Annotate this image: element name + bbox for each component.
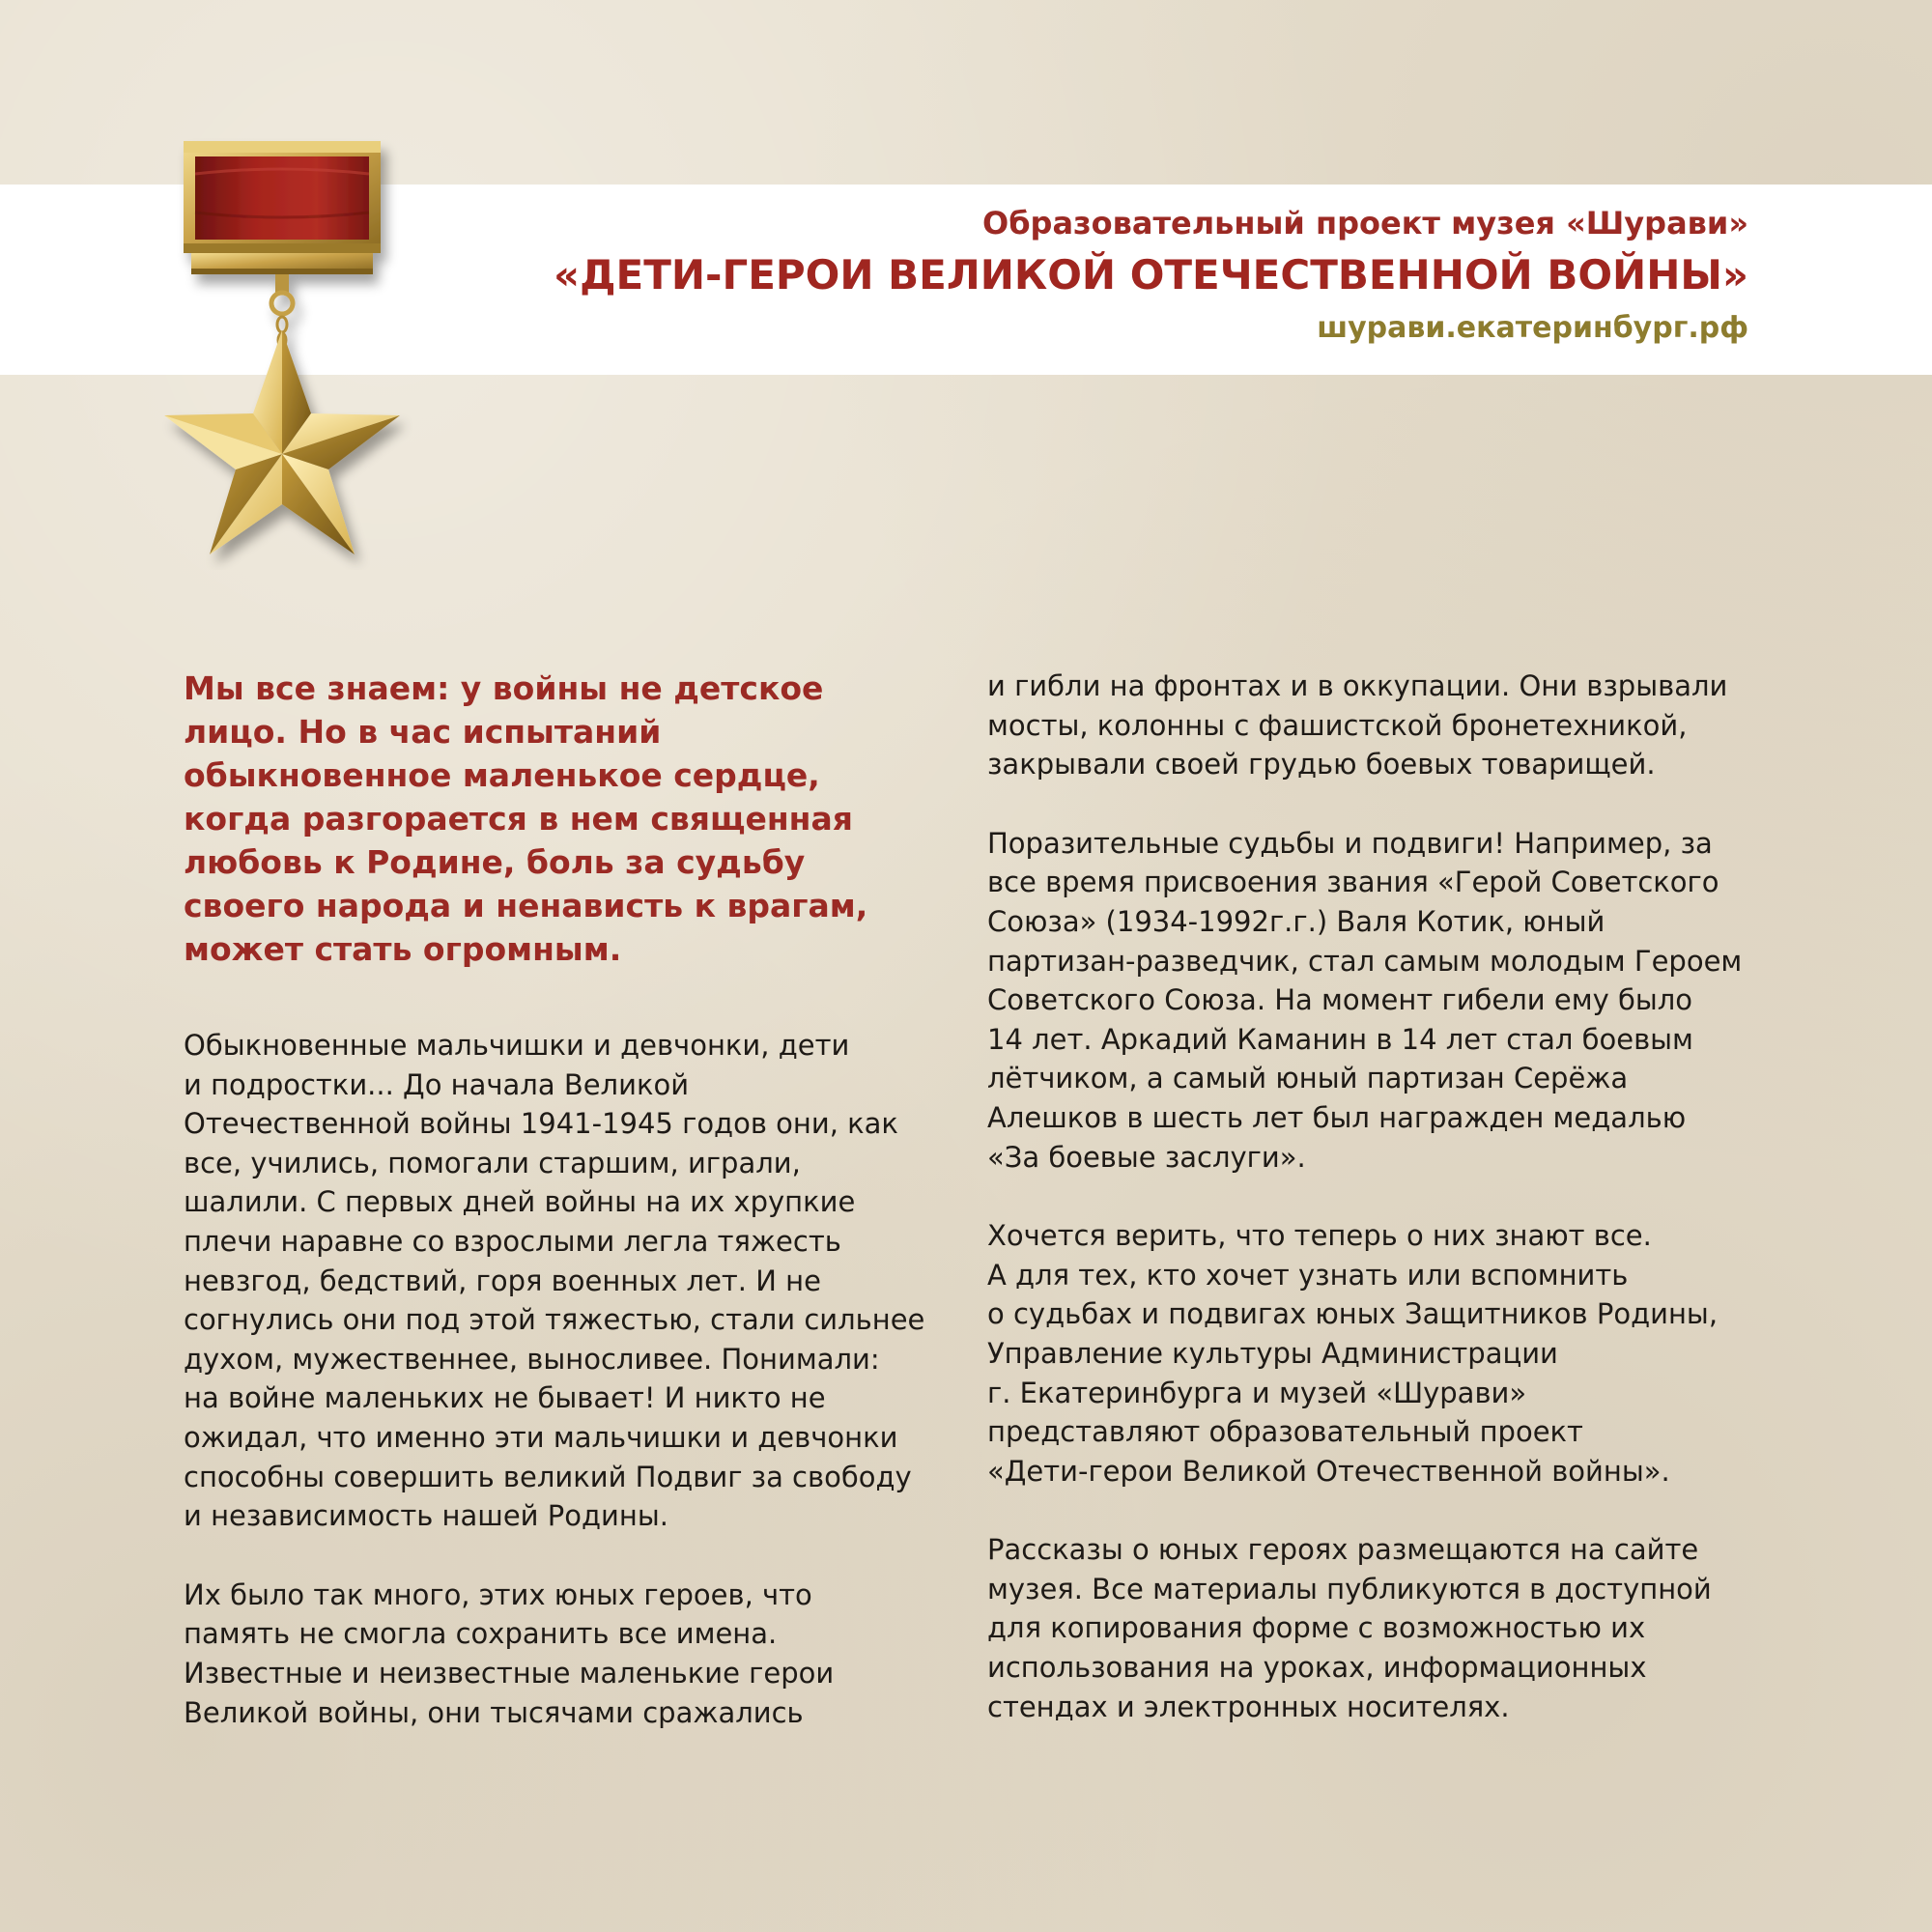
left-paragraph-2: Их было так много, этих юных героев, что память не смогла сохранить все имена. Известные и неизвестные маленькие герои Великой войны, они тысячами сражались	[184, 1577, 835, 1729]
right-paragraph-3: Хочется верить, что теперь о них знают все. А для тех, кто хочет узнать или вспомнить о судьбах и подвигах юных Защитников Родины, Управление культуры Администрации г. Екатеринбурга и музей «Шурави» представляют образовательный проект «Дети-герои Великой Отечественной войны».	[987, 1219, 1719, 1488]
right-paragraph-1: и гибли на фронтах и в оккупации. Они взрывали мосты, колонны с фашистской бронетехникой, закрывали своей грудью боевых товарищей.	[987, 669, 1728, 781]
right-paragraph-2: Поразительные судьбы и подвиги! Например, за все время присвоения звания «Герой Советского Союза» (1934-1992г.г.) Валя Котик, юный партизан-разведчик, стал самым молодым Героем Советского Союза. На момент гибели ему было 14 лет. Аркадий Каманин в 14 лет стал боевым лётчиком, а самый юный партизан Серёжа Алешков в шесть лет был награжден медалью «За боевые заслуги».	[987, 826, 1743, 1174]
right-column	[987, 667, 1770, 1766]
header-website[interactable]: шурави.екатеринбург.рф	[1317, 311, 1748, 345]
right-paragraph-4: Рассказы о юных героях размещаются на сайте музея. Все материалы публикуются в доступной для копирования форме с возможностью их использования на уроках, информационных стендах и электронных носителях.	[987, 1533, 1712, 1723]
left-paragraph-1: Обыкновенные мальчишки и девчонки, дети и подростки... До начала Великой Отечественной войны 1941-1945 годов они, как все, учились, помогали старшим, играли, шалили. С первых дней войны на их хрупкие плечи наравне со взрослыми легла тяжесть невзгод, бедствий, горя военных лет. И не согнулись они под этой тяжестью, стали сильнее духом, мужественнее, выносливее. Понимали: на войне маленьких не бывает! И никто не ожидал, что именно эти мальчишки и девчонки способны совершить великий Подвиг за свободу и независимость нашей Родины.	[184, 1029, 925, 1533]
left-column	[184, 667, 956, 1772]
header-subtitle: Образовательный проект музея «Шурави»	[981, 205, 1748, 242]
gold-star-medal-icon	[155, 135, 415, 570]
header	[554, 201, 1748, 352]
header-title: «ДЕТИ-ГЕРОИ ВЕЛИКОЙ ОТЕЧЕСТВЕННОЙ ВОЙНЫ»	[553, 251, 1748, 298]
lead-quote: Мы все знаем: у войны не детское лицо. Но в час испытаний обыкновенное маленькое сердце, когда разгорается в нем священная любовь к Родине, боль за судьбу своего народа и ненависть к врагам, может стать огромным.	[184, 669, 868, 968]
